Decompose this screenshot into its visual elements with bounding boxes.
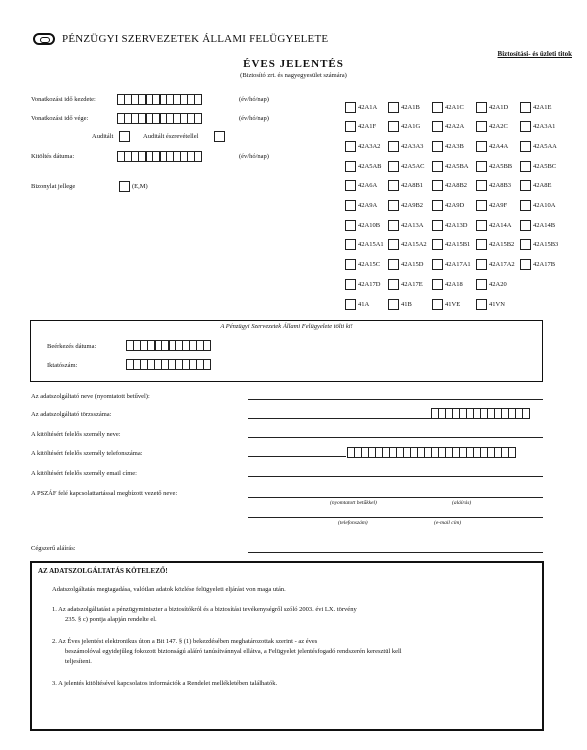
code-checkbox-42a9f[interactable] <box>476 200 507 212</box>
code-label: 42A5BB <box>489 162 513 170</box>
code-label: 42A20 <box>489 280 507 288</box>
code-checkbox-42a1f[interactable] <box>345 121 376 133</box>
code-label: 42A5AA <box>533 142 557 150</box>
code-checkbox-42a5ab[interactable] <box>345 160 381 172</box>
responsible-phone-underline <box>248 456 346 457</box>
mandatory-notice <box>30 561 544 731</box>
code-checkbox-42a8b2[interactable] <box>432 180 467 192</box>
checkbox[interactable] <box>345 200 356 211</box>
checkbox[interactable] <box>388 259 399 270</box>
code-checkbox-42a3b[interactable] <box>432 140 464 152</box>
responsible-name-field[interactable] <box>248 437 543 438</box>
provider-name-field[interactable] <box>248 399 543 400</box>
checkbox[interactable] <box>432 200 443 211</box>
code-label: 42A1B <box>401 103 420 111</box>
code-checkbox-42a10a[interactable] <box>520 200 555 212</box>
checkbox[interactable] <box>476 200 487 211</box>
code-checkbox-42a9b2[interactable] <box>388 200 423 212</box>
checkbox[interactable] <box>388 121 399 132</box>
code-label: 42A17A2 <box>489 261 515 269</box>
code-label: 42A13D <box>445 221 468 229</box>
code-label: 42A9A <box>358 202 378 209</box>
notice-intro: Adatszolgáltatás megtagadása, valótlan adatok közlése felügyeleti eljárást von maga után. <box>52 586 286 593</box>
notice-item-1-line-1: 1. Az adatszolgáltatást a pénzügyminiszter a biztosítókról és a biztosítási tevékenységről szóló 2003. évi LX. törvény <box>52 606 357 613</box>
code-label: 42A1D <box>489 103 509 111</box>
caption-printed-letters: (nyomtatott betűkkel) <box>330 500 377 506</box>
code-label: 42A17B <box>533 261 556 269</box>
fill-date-label: Kitöltés dátuma: <box>31 153 75 160</box>
audited-label: Auditált <box>92 133 114 140</box>
code-label: 42A15B1 <box>445 241 471 249</box>
code-label: 42A5BA <box>445 162 469 170</box>
checkbox[interactable] <box>345 141 356 152</box>
code-label: 42A1E <box>533 103 552 111</box>
checkbox[interactable] <box>345 299 356 310</box>
caption-signature: (aláírás) <box>452 500 472 506</box>
code-checkbox-41ve[interactable] <box>432 298 460 310</box>
responsible-email-field[interactable] <box>248 476 543 477</box>
caption-email: (e-mail cím) <box>434 520 462 526</box>
audited-checkbox[interactable] <box>119 131 130 142</box>
code-label: 42A18 <box>445 280 463 288</box>
contact-manager-phone-email-field[interactable] <box>248 517 543 518</box>
code-checkbox-42a18[interactable] <box>432 278 463 290</box>
responsible-email-label: A kitöltésért felelős személy email címe: <box>31 470 137 477</box>
code-checkbox-42a5aa[interactable] <box>520 140 557 152</box>
checkbox[interactable] <box>520 200 531 211</box>
code-label: 42A8B3 <box>489 182 512 190</box>
code-checkbox-42a15a1[interactable] <box>345 239 384 251</box>
code-checkbox-42a17e[interactable] <box>388 278 423 290</box>
code-checkbox-42a15b1[interactable] <box>432 239 470 251</box>
code-label: 42A17E <box>401 280 423 288</box>
checkbox[interactable] <box>432 121 443 132</box>
certificate-type-label: Bizonylat jellege <box>31 183 76 190</box>
code-checkbox-42a5bc[interactable] <box>520 160 556 172</box>
code-label: 42A5AB <box>358 162 382 170</box>
checkbox[interactable] <box>432 259 443 270</box>
provider-name-label: Az adatszolgáltató neve (nyomtatott betűvel): <box>31 393 150 400</box>
signature-label: Cégszerű aláírás: <box>31 545 76 552</box>
certificate-type-hint: (E,M) <box>132 183 148 190</box>
registry-number-input[interactable] <box>126 359 210 370</box>
notice-title: AZ ADATSZOLGÁLTATÁS KÖTELEZŐ! <box>38 567 168 575</box>
code-checkbox-42a15b3[interactable] <box>520 239 558 251</box>
notice-item-3: 3. A jelentés kitöltésével kapcsolatos információk a Rendelet mellékletében találhatók. <box>52 680 278 687</box>
period-end-hint: (év/hó/nap) <box>239 115 269 122</box>
organization-name: PÉNZÜGYI SZERVEZETEK ÁLLAMI FELÜGYELETE <box>62 33 329 45</box>
checkbox[interactable] <box>432 220 443 231</box>
checkbox[interactable] <box>388 161 399 172</box>
code-checkbox-42a17b[interactable] <box>520 259 555 271</box>
code-checkbox-42a14a[interactable] <box>476 219 511 231</box>
code-label: 42A9F <box>489 202 508 209</box>
checkbox[interactable] <box>476 299 487 310</box>
checkbox[interactable] <box>476 121 487 132</box>
code-label: 42A10A <box>533 202 556 209</box>
checkbox[interactable] <box>476 141 487 152</box>
code-label: 42A15B3 <box>533 241 559 249</box>
code-checkbox-42a2a[interactable] <box>432 121 464 133</box>
checkbox[interactable] <box>345 180 356 191</box>
code-label: 42A3B <box>445 142 464 150</box>
code-label: 42A2C <box>489 123 508 131</box>
checkbox[interactable] <box>476 180 487 191</box>
code-label: 41B <box>401 300 412 308</box>
code-label: 42A15C <box>358 261 381 269</box>
code-label: 42A1C <box>445 103 464 111</box>
checkbox[interactable] <box>388 200 399 211</box>
checkbox[interactable] <box>388 180 399 191</box>
checkbox[interactable] <box>432 239 443 250</box>
notice-item-2-line-1: 2. Az Éves jelentést elektronikus úton a Bit 147. § (1) bekezdésében meghatározottak szerint - az éves <box>52 638 318 645</box>
fill-date-input[interactable] <box>117 151 201 162</box>
provider-id-label: Az adatszolgáltató törzsszáma: <box>31 411 112 418</box>
checkbox[interactable] <box>432 102 443 113</box>
checkbox[interactable] <box>432 279 443 290</box>
checkbox[interactable] <box>520 121 531 132</box>
code-label: 42A5BC <box>533 162 557 170</box>
code-checkbox-42a20[interactable] <box>476 278 507 290</box>
code-checkbox-42a3a1[interactable] <box>520 121 555 133</box>
checkbox[interactable] <box>520 102 531 113</box>
code-label: 42A1F <box>358 123 377 131</box>
code-checkbox-42a13a[interactable] <box>388 219 423 231</box>
code-checkbox-41a[interactable] <box>345 298 369 310</box>
code-checkbox-42a15b2[interactable] <box>476 239 514 251</box>
checkbox[interactable] <box>520 161 531 172</box>
code-checkbox-42a8e[interactable] <box>520 180 551 192</box>
checkbox[interactable] <box>520 259 531 270</box>
code-label: 42A15A1 <box>358 241 384 249</box>
checkbox[interactable] <box>432 299 443 310</box>
checkbox[interactable] <box>388 279 399 290</box>
notice-item-1-line-2: 235. § c) pontja alapján rendelte el. <box>65 616 157 623</box>
checkbox[interactable] <box>345 259 356 270</box>
checkbox[interactable] <box>388 141 399 152</box>
received-date-label: Beérkezés dátuma: <box>47 343 97 350</box>
certificate-type-input[interactable] <box>119 181 130 192</box>
checkbox[interactable] <box>432 141 443 152</box>
code-checkbox-42a8b1[interactable] <box>388 180 423 192</box>
checkbox[interactable] <box>345 161 356 172</box>
code-checkbox-42a5ba[interactable] <box>432 160 468 172</box>
office-use-panel <box>30 320 543 382</box>
code-label: 42A4A <box>489 142 509 150</box>
audited-note-label: Auditált észrevétellel <box>143 133 199 140</box>
code-label: 42A15D <box>401 261 424 269</box>
code-label: 42A8B2 <box>445 182 468 190</box>
code-label: 42A2A <box>445 123 465 131</box>
code-label: 42A15A2 <box>401 241 427 249</box>
code-checkbox-42a8b3[interactable] <box>476 180 511 192</box>
registry-number-label: Iktatószám: <box>47 362 78 369</box>
code-checkbox-41vn[interactable] <box>476 298 505 310</box>
checkbox[interactable] <box>432 161 443 172</box>
code-label: 41VE <box>445 300 461 308</box>
checkbox[interactable] <box>345 239 356 250</box>
code-checkbox-42a4a[interactable] <box>476 140 508 152</box>
code-label: 42A8B1 <box>401 182 424 190</box>
code-checkbox-42a17a1[interactable] <box>432 259 471 271</box>
checkbox[interactable] <box>476 102 487 113</box>
checkbox[interactable] <box>520 220 531 231</box>
period-start-label: Vonatkozási idő kezdete: <box>31 96 96 103</box>
code-checkbox-42a1a[interactable] <box>345 101 377 113</box>
signature-field[interactable] <box>248 552 543 553</box>
code-label: 42A8E <box>533 182 552 190</box>
checkbox[interactable] <box>432 180 443 191</box>
page-subtitle: (Biztosító zrt. és nagyegyesület számára) <box>240 72 347 79</box>
code-label: 42A17D <box>358 280 381 288</box>
code-checkbox-42a2c[interactable] <box>476 121 508 133</box>
checkbox[interactable] <box>520 180 531 191</box>
caption-phone: (telefonszám) <box>338 520 368 526</box>
code-label: 42A17A1 <box>445 261 471 269</box>
confidentiality-label: Biztosítási- és üzleti titok <box>497 50 572 58</box>
code-checkbox-42a15c[interactable] <box>345 259 380 271</box>
audited-note-checkbox[interactable] <box>214 131 225 142</box>
code-label: 41A <box>358 300 370 308</box>
checkbox[interactable] <box>345 121 356 132</box>
checkbox[interactable] <box>476 279 487 290</box>
code-checkbox-42a15d[interactable] <box>388 259 423 271</box>
code-checkbox-42a1d[interactable] <box>476 101 508 113</box>
code-label: 42A14B <box>533 221 556 229</box>
contact-manager-name-field[interactable] <box>248 497 543 498</box>
code-checkbox-42a17d[interactable] <box>345 278 380 290</box>
notice-item-2-line-3: teljesíteni. <box>65 658 92 665</box>
notice-item-2-line-2: beszámolóval egyidejűleg fokozott biztonságú aláíró tanúsítvánnyal ellátva, a Felügyelet jelentésfogadó rendszerén keresztül kell <box>65 648 402 655</box>
code-label: 42A3A1 <box>533 123 556 131</box>
checkbox[interactable] <box>520 141 531 152</box>
code-checkbox-42a10b[interactable] <box>345 219 380 231</box>
checkbox[interactable] <box>388 102 399 113</box>
checkbox[interactable] <box>476 239 487 250</box>
code-checkbox-42a3a3[interactable] <box>388 140 423 152</box>
checkbox[interactable] <box>476 161 487 172</box>
checkbox[interactable] <box>345 220 356 231</box>
responsible-name-label: A kitöltésért felelős személy neve: <box>31 431 121 438</box>
code-checkbox-42a9a[interactable] <box>345 200 377 212</box>
provider-id-underline <box>248 418 432 419</box>
code-label: 42A10B <box>358 221 381 229</box>
code-checkbox-42a1b[interactable] <box>388 101 420 113</box>
checkbox[interactable] <box>388 299 399 310</box>
period-end-label: Vonatkozási idő vége: <box>31 115 89 122</box>
responsible-phone-label: A kitöltésért felelős személy telefonszáma: <box>31 450 143 457</box>
code-checkbox-42a5bb[interactable] <box>476 160 512 172</box>
code-checkbox-42a1g[interactable] <box>388 121 420 133</box>
received-date-input[interactable] <box>126 340 210 351</box>
code-checkbox-42a3a2[interactable] <box>345 140 380 152</box>
checkbox[interactable] <box>345 279 356 290</box>
code-checkbox-42a13d[interactable] <box>432 219 467 231</box>
code-label: 42A6A <box>358 182 378 190</box>
office-panel-title: A Pénzügyi Szervezetek Állami Felügyelete tölti ki! <box>220 323 353 330</box>
code-label: 42A9D <box>445 202 465 209</box>
page-title: ÉVES JELENTÉS <box>243 58 344 70</box>
checkbox[interactable] <box>476 259 487 270</box>
checkbox[interactable] <box>345 102 356 113</box>
code-checkbox-42a17a2[interactable] <box>476 259 515 271</box>
code-label: 42A3A2 <box>358 142 381 150</box>
code-checkbox-41b[interactable] <box>388 298 412 310</box>
contact-manager-label: A PSZÁF felé kapcsolattartással megbízott vezető neve: <box>31 490 178 497</box>
checkbox[interactable] <box>520 239 531 250</box>
code-label: 42A9B2 <box>401 202 424 209</box>
fill-date-hint: (év/hó/nap) <box>239 153 269 160</box>
code-label: 42A15B2 <box>489 241 515 249</box>
code-checkbox-42a1c[interactable] <box>432 101 464 113</box>
code-label: 42A3A3 <box>401 142 424 150</box>
code-checkbox-42a6a[interactable] <box>345 180 377 192</box>
code-label: 42A1G <box>401 123 421 131</box>
code-label: 41VN <box>489 300 505 308</box>
code-checkbox-42a14b[interactable] <box>520 219 555 231</box>
code-checkbox-42a15a2[interactable] <box>388 239 427 251</box>
period-end-input[interactable] <box>117 113 201 124</box>
code-checkbox-42a1e[interactable] <box>520 101 551 113</box>
period-start-input[interactable] <box>117 94 201 105</box>
provider-id-input[interactable] <box>431 408 529 419</box>
code-checkbox-42a9d[interactable] <box>432 200 464 212</box>
checkbox[interactable] <box>388 220 399 231</box>
code-label: 42A13A <box>401 221 424 229</box>
checkbox[interactable] <box>388 239 399 250</box>
period-start-hint: (év/hó/nap) <box>239 96 269 103</box>
responsible-phone-input[interactable] <box>347 447 515 458</box>
code-label: 42A14A <box>489 221 512 229</box>
code-checkbox-42a5ac[interactable] <box>388 160 424 172</box>
code-label: 42A5AC <box>401 162 425 170</box>
psza-logo <box>33 33 55 45</box>
code-label: 42A1A <box>358 103 378 111</box>
checkbox[interactable] <box>476 220 487 231</box>
